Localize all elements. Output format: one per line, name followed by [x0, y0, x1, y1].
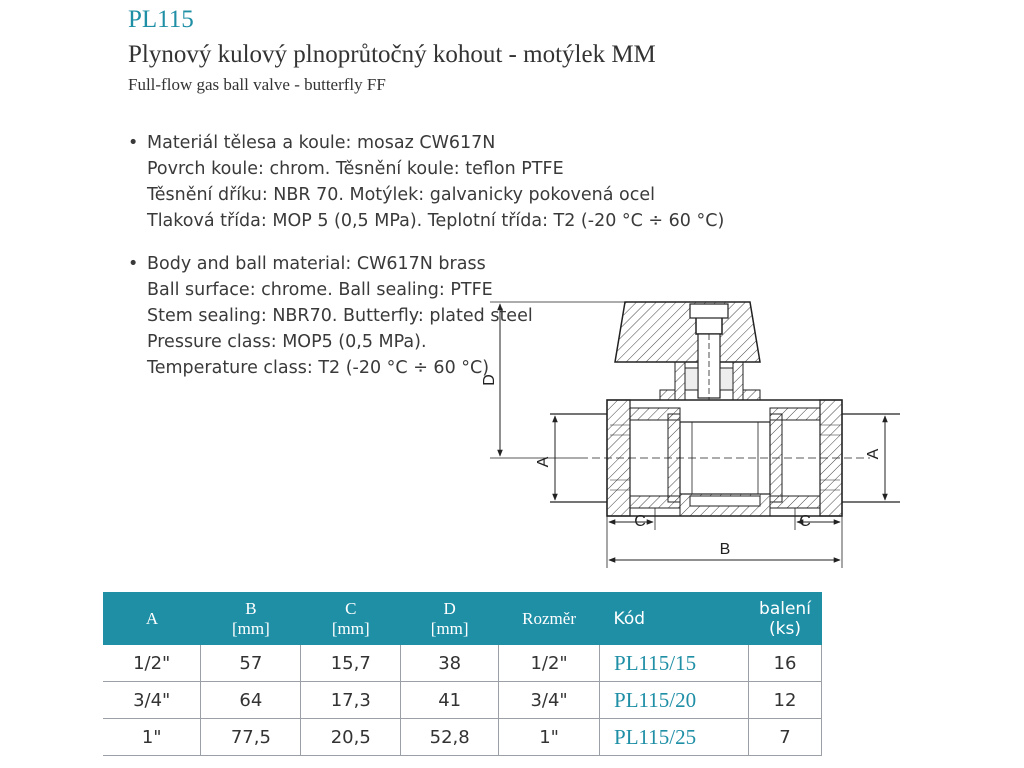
header-b: B [mm]	[201, 592, 301, 645]
specs-cz	[128, 130, 724, 234]
dim-label-a-left: A	[535, 456, 552, 468]
spec-line: Materiál tělesa a koule: mosaz CW617N	[147, 133, 496, 153]
dim-label-c-right: C	[799, 513, 811, 530]
spec-line: Temperature class: T2 (-20 °C ÷ 60 °C)	[147, 358, 490, 378]
cell-rozmer: 1/2"	[499, 645, 600, 682]
product-code: PL115	[128, 6, 194, 33]
cell-kod: PL115/25	[600, 719, 749, 756]
table-row	[103, 682, 822, 719]
dim-label-b: B	[719, 541, 731, 558]
valve-body	[580, 400, 870, 516]
product-title-cz: Plynový kulový plnoprůtočný kohout - motýlek MM	[128, 41, 656, 68]
dimension-c-right	[795, 508, 842, 568]
spec-line: Pressure class: MOP5 (0,5 MPa).	[147, 332, 427, 352]
bullet: •	[128, 254, 139, 274]
cell-c: 17,3	[301, 682, 401, 719]
cell-kod: PL115/20	[600, 682, 749, 719]
header-d: D [mm]	[401, 592, 499, 645]
spec-line: Těsnění dříku: NBR 70. Motýlek: galvanicky pokovená ocel	[147, 185, 656, 205]
product-title-en: Full-flow gas ball valve - butterfly FF	[128, 75, 386, 94]
cell-a: 1/2"	[103, 645, 201, 682]
cell-baleni: 16	[748, 645, 821, 682]
spec-line: Stem sealing: NBR70. Butterfly: plated steel	[147, 306, 533, 326]
table-row	[103, 719, 822, 756]
cell-d: 38	[401, 645, 499, 682]
header-c: C [mm]	[301, 592, 401, 645]
spec-line: Ball surface: chrome. Ball sealing: PTFE	[147, 280, 493, 300]
table-row	[103, 645, 822, 682]
cell-b: 57	[201, 645, 301, 682]
cell-a: 3/4"	[103, 682, 201, 719]
cell-d: 41	[401, 682, 499, 719]
cell-b: 77,5	[201, 719, 301, 756]
dimension-b	[609, 541, 840, 560]
cell-c: 15,7	[301, 645, 401, 682]
cell-a: 1"	[103, 719, 201, 756]
table-header-row	[103, 592, 822, 645]
dim-label-d: D	[481, 374, 498, 386]
cell-baleni: 7	[748, 719, 821, 756]
specs-en	[128, 251, 533, 381]
spec-line: Tlaková třída: MOP 5 (0,5 MPa). Teplotní třída: T2 (-20 °C ÷ 60 °C)	[147, 211, 725, 231]
cell-baleni: 12	[748, 682, 821, 719]
cell-rozmer: 3/4"	[499, 682, 600, 719]
header-baleni: balení (ks)	[748, 592, 821, 645]
cell-rozmer: 1"	[499, 719, 600, 756]
header-rozmer: Rozměr	[499, 592, 600, 645]
dim-label-c-left: C	[634, 513, 646, 530]
cell-b: 64	[201, 682, 301, 719]
header-a: A	[103, 592, 201, 645]
dim-label-a-right: A	[865, 448, 882, 460]
dimension-d	[481, 302, 625, 458]
butterfly-handle	[615, 302, 760, 362]
spec-line: Povrch koule: chrom. Těsnění koule: teflon PTFE	[147, 159, 564, 179]
dimension-a-right	[865, 416, 885, 500]
valve-technical-drawing	[480, 290, 900, 580]
cell-kod: PL115/15	[600, 645, 749, 682]
bullet: •	[128, 133, 139, 153]
cell-d: 52,8	[401, 719, 499, 756]
header-kod: Kód	[600, 592, 749, 645]
cell-c: 20,5	[301, 719, 401, 756]
dimensions-table	[103, 592, 822, 756]
dimension-c-left	[607, 508, 655, 568]
spec-line: Body and ball material: CW617N brass	[147, 254, 486, 274]
